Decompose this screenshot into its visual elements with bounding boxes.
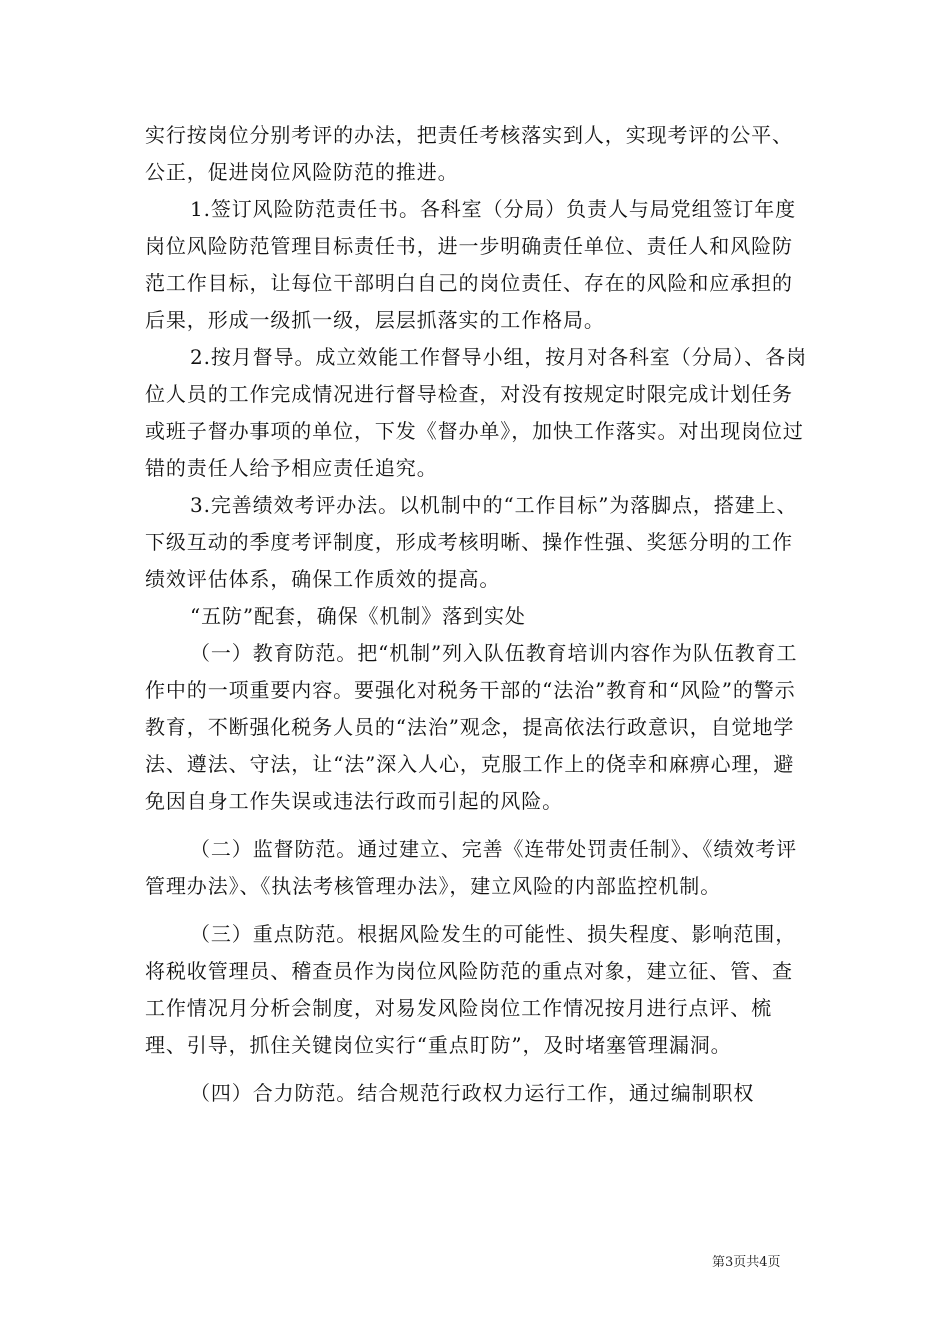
paragraph-supervision-prevention: （二）监督防范。通过建立、完善《连带处罚责任制》、《绩效考评管理办法》、《执法考核管理办法》，建立风险的内部监控机制。: [145, 837, 797, 898]
paragraph-continuation: 实行按岗位分别考评的办法，把责任考核落实到人，实现考评的公平、公正，促进岗位风险防范的推进。: [145, 123, 793, 184]
page-number-footer: 第3页共4页: [712, 1255, 781, 1270]
paragraph-item-2: 2.按月督导。成立效能工作督导小组，按月对各科室（分局）、各岗位人员的工作完成情况进行督导检查，对没有按规定时限完成计划任务或班子督办事项的单位，下发《督办单》，加快工作落实。对出现岗位过错的责任人给予相应责任追究。: [145, 345, 807, 480]
document-body: [145, 117, 810, 1112]
paragraph-education-prevention: （一）教育防范。把“机制”列入队伍教育培训内容作为队伍教育工作中的一项重要内容。要强化对税务干部的“法治”教育和“风险”的警示教育，不断强化税务人员的“法治”观念，提高依法行政意识，自觉地学法、遵法、守法，让“法”深入人心，克服工作上的侥幸和麻痹心理，避免因自身工作失误或违法行政而引起的风险。: [145, 641, 798, 813]
paragraph-key-prevention: （三）重点防范。根据风险发生的可能性、损失程度、影响范围，将税收管理员、稽查员作为岗位风险防范的重点对象，建立征、管、查工作情况月分析会制度，对易发风险岗位工作情况按月进行点评、梳理、引导，抓住关键岗位实行“重点盯防”，及时堵塞管理漏洞。: [145, 922, 797, 1057]
paragraph-item-1: 1.签订风险防范责任书。各科室（分局）负责人与局党组签订年度岗位风险防范管理目标责任书，进一步明确责任单位、责任人和风险防范工作目标，让每位干部明白自己的岗位责任、存在的风险和应承担的后果，形成一级抓一级，层层抓落实的工作格局。: [145, 197, 797, 332]
paragraph-item-3: 3.完善绩效考评办法。以机制中的“工作目标”为落脚点，搭建上、下级互动的季度考评制度，形成考核明晰、操作性强、奖惩分明的工作绩效评估体系，确保工作质效的提高。: [145, 493, 798, 591]
paragraph-joint-prevention: （四）合力防范。结合规范行政权力运行工作，通过编制职权: [190, 1081, 755, 1105]
section-heading-five-prevention: “五防”配套，确保《机制》落到实处: [190, 604, 526, 628]
